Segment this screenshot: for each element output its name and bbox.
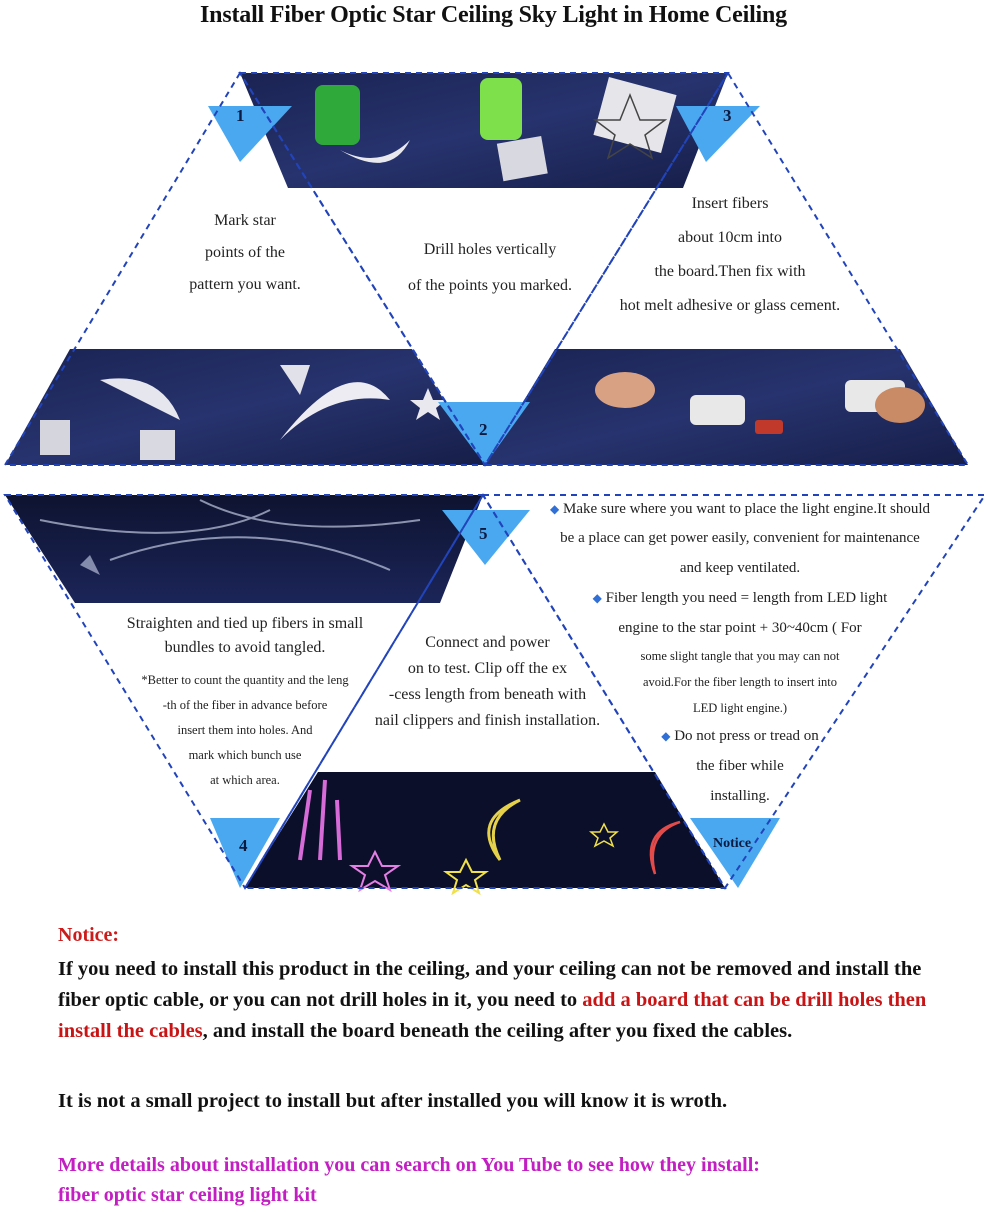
step-number-5: 5 (479, 524, 488, 543)
step2-line: of the points you marked. (408, 277, 572, 294)
step4-note-line: *Better to count the quantity and the leng (141, 673, 349, 687)
photo-strip-bottom-left (5, 349, 485, 465)
step4-line: bundles to avoid tangled. (164, 639, 326, 656)
more-details (58, 1150, 760, 1210)
step1-line: points of the (205, 244, 285, 261)
drill-photo-2 (480, 78, 522, 140)
highlight-text: add a board that can be drill holes then install the cables (58, 989, 927, 1042)
step1-text (140, 205, 350, 301)
step1-line: pattern you want. (189, 276, 301, 293)
diamond-bullet-icon: ◆ (550, 502, 560, 516)
step4-line: Straighten and tied up fibers in small (126, 615, 364, 632)
step5-line: Connect and power (425, 634, 550, 651)
photo-strip-bottom-right (485, 349, 968, 465)
step4-note-line: -th of the fiber in advance before (162, 698, 328, 712)
notice-label: Notice (713, 836, 752, 851)
step1-line: Mark star (214, 212, 276, 229)
diamond-bullet-icon: ◆ (592, 591, 602, 605)
step-number-3: 3 (723, 106, 732, 125)
step3-line: hot melt adhesive or glass cement. (619, 297, 841, 314)
notice-triangle-text: ◆ Make sure where you want to place the light engine.It should be a place can get power easily, convenient for maintenance and keep ventilated. ◆ Fiber length you need = length from LED light engine to the star point + 30~40cm ( For some slight tangle that you may can not avoid.For the fiber length to insert into LED light engine.) ◆ Do not press or tread on the fiber while installing. (550, 501, 930, 804)
step4-note-line: at which area. (210, 773, 280, 787)
page-title: Install Fiber Optic Star Ceiling Sky Light in Home Ceiling (200, 2, 787, 28)
glue-gun-icon (690, 395, 745, 425)
notice-body: If you need to install this product in the ceiling, and your ceiling can not be removed and install the fiber optic cable, or you can not drill holes in it, you need to add a board that can be drill holes then install the cables, and install the board beneath the ceiling after you fixed the cables. (58, 958, 927, 1042)
diamond-bullet-icon: ◆ (661, 729, 671, 743)
step3-line: the board.Then fix with (654, 263, 806, 280)
photo-strip-lower-top (5, 495, 483, 603)
step5-line: on to test. Clip off the ex (407, 660, 568, 677)
step3-line: Insert fibers (691, 195, 769, 212)
step5-line: -cess length from beneath with (388, 686, 587, 703)
step2-line: Drill holes vertically (423, 241, 557, 258)
step4-note (115, 668, 375, 793)
drill-photo-1 (315, 85, 360, 145)
step5-line: nail clippers and finish installation. (374, 712, 601, 729)
notice-heading: Notice: (58, 924, 120, 946)
step-number-1: 1 (236, 106, 245, 125)
step-number-2: 2 (479, 420, 488, 439)
more-details-search-term: fiber optic star ceiling light kit (58, 1184, 317, 1206)
step3-text (575, 187, 885, 323)
hand-photo (595, 372, 655, 408)
step3-line: about 10cm into (678, 229, 782, 246)
more-details-line: More details about installation you can search on You Tube to see how they install: (58, 1154, 760, 1176)
step2-text (370, 232, 610, 304)
step-number-4: 4 (239, 836, 248, 855)
step4-note-line: mark which bunch use (188, 748, 302, 762)
conclusion-text: It is not a small project to install but after installed you will know it is wroth. (58, 1090, 728, 1112)
photo-strip-top (240, 73, 728, 188)
step4-note-line: insert them into holes. And (177, 723, 313, 737)
